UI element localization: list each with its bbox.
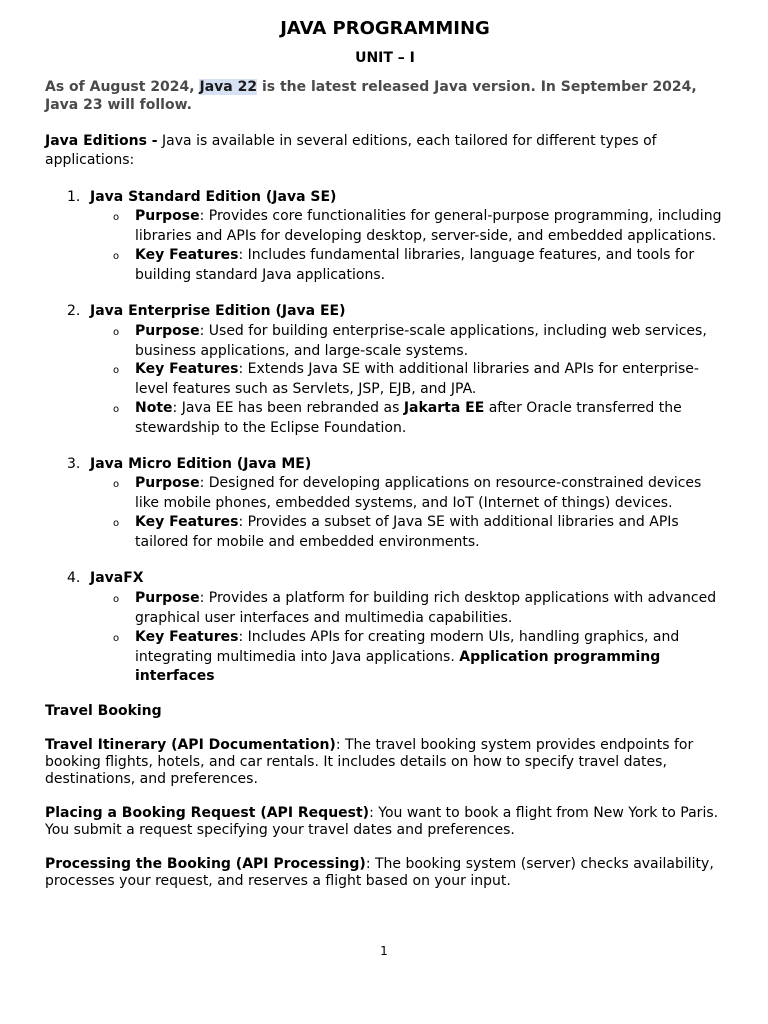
list-item	[135, 589, 725, 628]
section-heading: Travel Booking	[45, 703, 162, 719]
api-label: Application programming interfaces	[135, 648, 661, 684]
editions-text: Java is available in several editions, each tailored for different types of applications:	[45, 133, 657, 168]
item-label: Purpose	[135, 208, 200, 224]
bullet-icon: o	[113, 327, 120, 338]
list-item	[135, 322, 725, 361]
item-label: Purpose	[135, 475, 200, 491]
list-item	[135, 246, 725, 285]
edition-title: JavaFX	[90, 570, 144, 586]
item-label: Key Features	[135, 629, 239, 645]
list-number: 2.	[67, 303, 81, 319]
item-label: Note	[135, 400, 173, 416]
processing-text: : The booking system (server) checks availability, processes your request, and reserves a flight based on your input.	[45, 856, 714, 889]
item-text: after Oracle transferred the stewardship to the Eclipse Foundation.	[135, 400, 682, 436]
bullet-icon: o	[113, 365, 120, 376]
edition-title: Java Enterprise Edition (Java EE)	[90, 303, 346, 319]
itinerary-paragraph	[45, 737, 725, 788]
item-label: Key Features	[135, 247, 239, 263]
bullet-icon: o	[113, 404, 120, 415]
item-text: : Provides a platform for building rich desktop applications with advanced graphical user interfaces and multimedia capabilities.	[135, 590, 717, 626]
item-text: : Java EE has been rebranded as	[172, 400, 404, 416]
intro-post: is the latest released Java version. In September 2024, Java 23 will follow.	[45, 79, 697, 113]
unit-heading: UNIT – I	[355, 50, 415, 66]
request-label: Placing a Booking Request (API Request)	[45, 805, 370, 821]
processing-paragraph	[45, 856, 725, 890]
bullet-icon: o	[113, 633, 120, 644]
list-item	[135, 513, 725, 552]
itinerary-text: : The travel booking system provides endpoints for booking flights, hotels, and car rentals. It includes details on how to specify travel dates, destinations, and preferences.	[45, 737, 694, 787]
item-label: Purpose	[135, 323, 200, 339]
item-label: Key Features	[135, 361, 239, 377]
page-title: JAVA PROGRAMMING	[280, 18, 490, 39]
bullet-icon: o	[113, 518, 120, 529]
list-number: 3.	[67, 456, 81, 472]
request-text: : You want to book a flight from New York to Paris. You submit a request specifying your travel dates and preferences.	[45, 805, 719, 838]
editions-intro	[45, 132, 725, 170]
intro-pre: As of August 2024,	[45, 79, 200, 95]
item-text: : Provides a subset of Java SE with additional libraries and APIs tailored for mobile and embedded environments.	[135, 514, 679, 550]
itinerary-label: Travel Itinerary (API Documentation)	[45, 737, 336, 753]
item-text: : Provides core functionalities for general-purpose programming, including libraries and APIs for developing desktop, server-side, and embedded applications.	[135, 208, 722, 244]
list-item	[135, 474, 725, 513]
list-item	[135, 360, 725, 399]
item-text: : Designed for developing applications on resource-constrained devices like mobile phones, embedded systems, and IoT (Internet of things) devices.	[135, 475, 702, 511]
bullet-icon: o	[113, 594, 120, 605]
bullet-icon: o	[113, 251, 120, 262]
list-number: 1.	[67, 189, 81, 205]
list-item	[135, 628, 725, 687]
edition-title: Java Micro Edition (Java ME)	[90, 456, 312, 472]
list-number: 4.	[67, 570, 81, 586]
jakarta-ee-label: Jakarta EE	[403, 400, 485, 416]
item-text: : Used for building enterprise-scale applications, including web services, business applications, and large-scale systems.	[135, 323, 707, 359]
item-label: Key Features	[135, 514, 239, 530]
page-number: 1	[380, 944, 388, 958]
highlighted-text: Java 22	[199, 79, 258, 95]
item-label: Purpose	[135, 590, 200, 606]
processing-label: Processing the Booking (API Processing)	[45, 856, 366, 872]
editions-label: Java Editions -	[45, 133, 158, 149]
request-paragraph	[45, 805, 725, 839]
list-item	[135, 399, 725, 438]
list-item	[135, 207, 725, 246]
bullet-icon: o	[113, 479, 120, 490]
intro-paragraph	[45, 78, 725, 114]
item-text: : Includes APIs for creating modern UIs, handling graphics, and integrating multimedia into Java applications.	[135, 629, 680, 665]
item-text: : Includes fundamental libraries, language features, and tools for building standard Java applications.	[135, 247, 695, 283]
edition-title: Java Standard Edition (Java SE)	[90, 189, 337, 205]
bullet-icon: o	[113, 212, 120, 223]
item-text: : Extends Java SE with additional libraries and APIs for enterprise-level features such as Servlets, JSP, EJB, and JPA.	[135, 361, 699, 397]
